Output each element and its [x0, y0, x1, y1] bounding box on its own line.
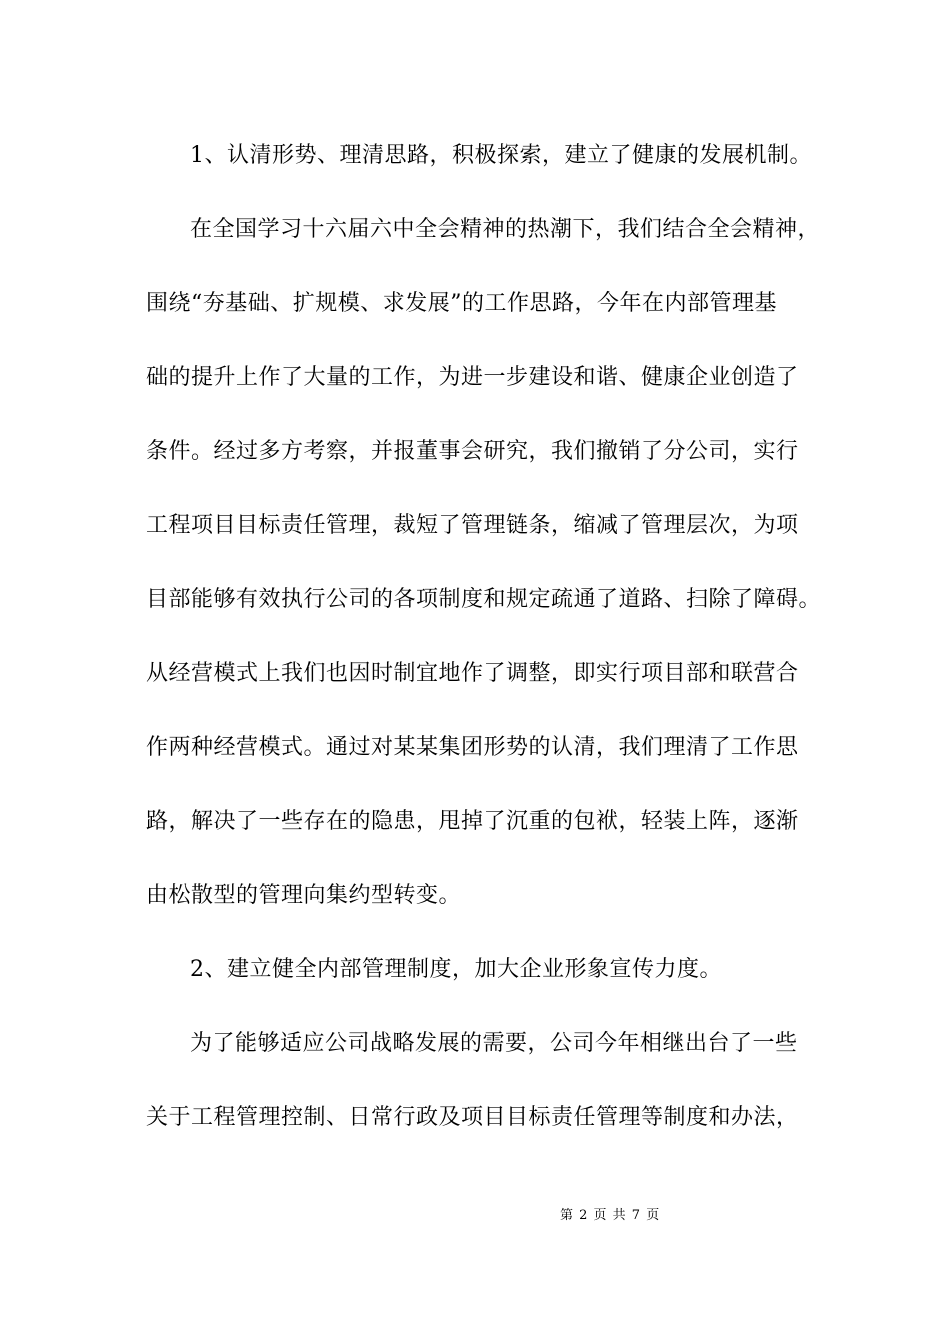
paragraph-line: 围绕“夯基础、扩规模、求发展”的工作思路，今年在内部管理基: [146, 291, 777, 316]
heading-2: 2、建立健全内部管理制度，加大企业形象宣传力度。: [190, 957, 722, 982]
paragraph-line: 关于工程管理控制、日常行政及项目目标责任管理等制度和办法，: [146, 1105, 799, 1130]
paragraph-line: 路，解决了一些存在的隐患，甩掉了沉重的包袱，轻装上阵，逐渐: [146, 809, 799, 834]
paragraph-line: 在全国学习十六届六中全会精神的热潮下，我们结合全会精神，: [190, 217, 821, 242]
paragraph-line: 由松散型的管理向集约型转变。: [146, 883, 462, 908]
paragraph-line: 从经营模式上我们也因时制宜地作了调整，即实行项目部和联营合: [146, 661, 799, 686]
paragraph-line: 作两种经营模式。通过对某某集团形势的认清，我们理清了工作思: [146, 735, 799, 760]
paragraph-line: 工程项目目标责任管理，裁短了管理链条，缩减了管理层次，为项: [146, 513, 799, 538]
paragraph-line: 础的提升上作了大量的工作，为进一步建设和谐、健康企业创造了: [146, 365, 799, 390]
paragraph-line: 目部能够有效执行公司的各项制度和规定疏通了道路、扫除了障碍。: [146, 587, 822, 612]
paragraph-line: 条件。经过多方考察，并报董事会研究，我们撤销了分公司，实行: [146, 439, 799, 464]
paragraph-line: 为了能够适应公司战略发展的需要，公司今年相继出台了一些: [190, 1031, 798, 1056]
page-number: 第 2 页 共 7 页: [560, 1208, 661, 1223]
heading-1: 1、认清形势、理清思路，积极探索，建立了健康的发展机制。: [190, 143, 812, 168]
